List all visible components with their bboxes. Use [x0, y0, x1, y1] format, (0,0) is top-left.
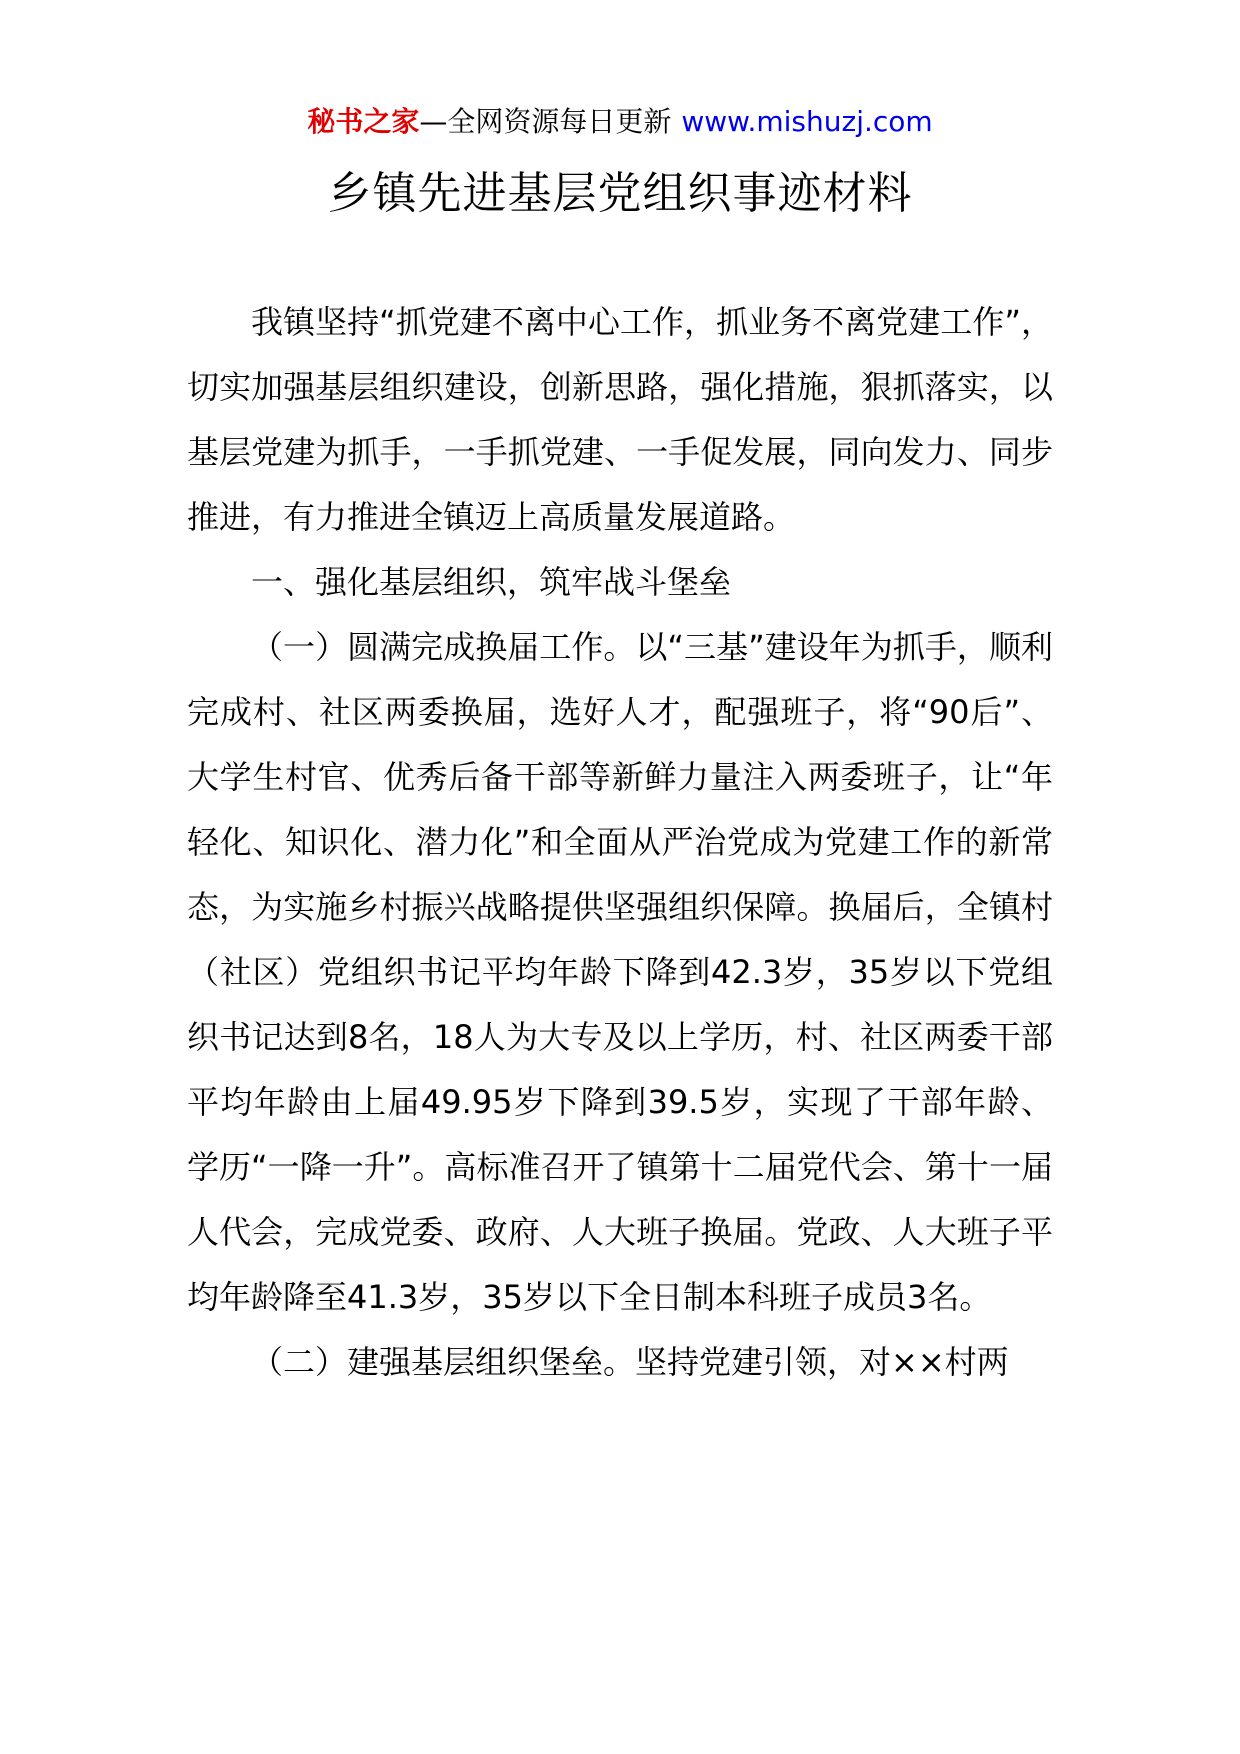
intro-paragraph: 我镇坚持“抓党建不离中心工作，抓业务不离党建工作”，切实加强基层组织建设，创新思路，强化措施，狠抓落实，以基层党建为抓手，一手抓党建、一手促发展，同向发力、同步推进，有力推进全镇迈上高质量发展道路。	[187, 303, 1053, 536]
site-url-link[interactable]: www.mishuzj.com	[681, 105, 933, 138]
body-paragraph-continued: （二）建强基层组织堡垒。坚持党建引领，对××村两	[251, 1343, 1009, 1381]
site-header	[0, 102, 1240, 142]
document-title: 乡镇先进基层党组织事迹材料	[327, 168, 913, 219]
section-heading: 一、强化基层组织，筑牢战斗堡垒	[251, 563, 732, 601]
body-paragraph: （一）圆满完成换届工作。以“三基”建设年为抓手，顺利完成村、社区两委换届，选好人才，配强班子，将“90后”、大学生村官、优秀后备干部等新鲜力量注入两委班子，让“年轻化、知识化、潜力化”和全面从严治党成为党建工作的新常态，为实施乡村振兴战略提供坚强组织保障。换届后，全镇村（社区）党组织书记平均年龄下降到42.3岁，35岁以下党组织书记达到8名，18人为大专及以上学历，村、社区两委干部平均年龄由上届49.95岁下降到39.5岁，实现了干部年龄、学历“一降一升”。高标准召开了镇第十二届党代会、第十一届人代会，完成党委、政府、人大班子换届。党政、人大班子平均年龄降至41.3岁，35岁以下全日制本科班子成员3名。	[187, 628, 1053, 1316]
document-body	[187, 290, 1053, 1395]
brand-name: 秘书之家	[307, 105, 420, 138]
header-slogan: —全网资源每日更新	[419, 105, 672, 138]
